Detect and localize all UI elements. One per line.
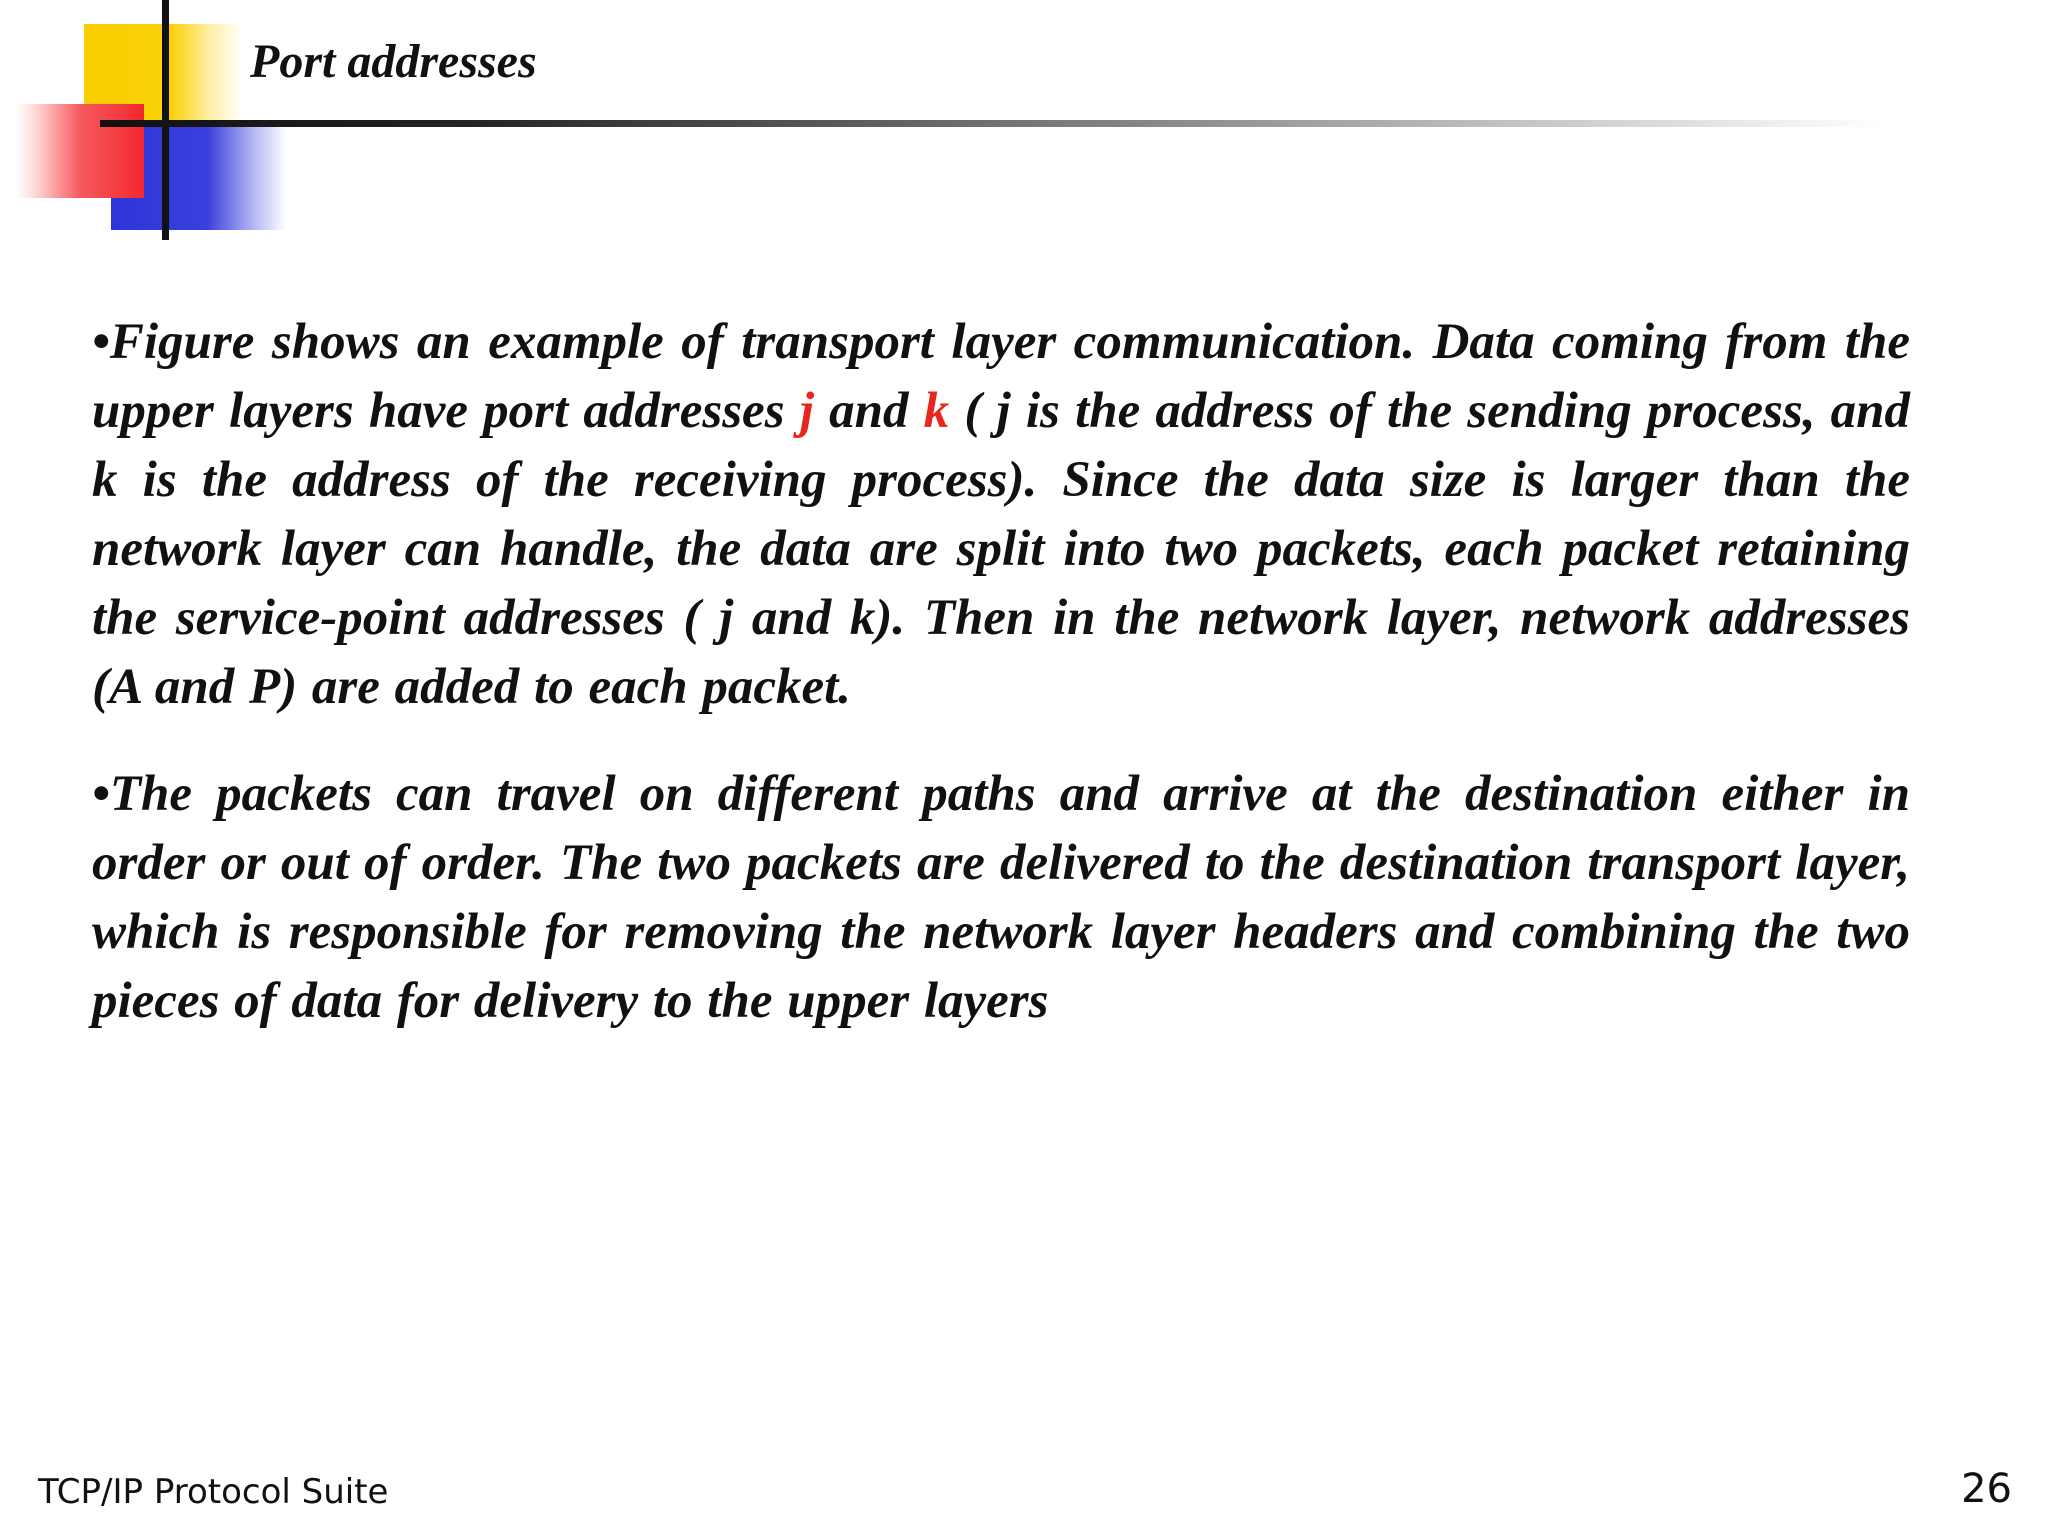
bullet-paragraph-2 bbox=[92, 760, 1910, 1036]
logo-red-square bbox=[16, 104, 144, 198]
bullet-paragraph-1 bbox=[92, 308, 1910, 722]
page-number: 26 bbox=[1961, 1466, 2012, 1512]
bullet-1-text-a: Figure shows an example of transport layer communication. Data coming from the upper layers have port addresses bbox=[92, 314, 1910, 439]
bullet-1-text-c: ( j is the address of the sending process, and k is the address of the receiving process). Since the data size is larger than the network layer can handle, the data are split into two packets, each packet retaining the service-point addresses ( j and k). Then in the network layer, network addresses (A and P) are added to each packet. bbox=[92, 383, 1910, 715]
port-address-k: k bbox=[923, 383, 950, 439]
slide-content bbox=[92, 308, 1910, 1074]
bullet-2-text: The packets can travel on different paths and arrive at the destination either in order or out of order. The two packets are delivered to the destination transport layer, which is responsible for removing the network layer headers and combining the two pieces of data for delivery to the upper layers bbox=[92, 766, 1910, 1029]
footer-title: TCP/IP Protocol Suite bbox=[38, 1472, 389, 1512]
port-address-j: j bbox=[799, 383, 814, 439]
title-underline bbox=[100, 120, 1880, 127]
bullet-1-text-b: and bbox=[813, 383, 924, 439]
slide-title: Port addresses bbox=[250, 35, 537, 88]
bullet-marker: • bbox=[92, 314, 110, 370]
bullet-marker: • bbox=[92, 766, 110, 822]
